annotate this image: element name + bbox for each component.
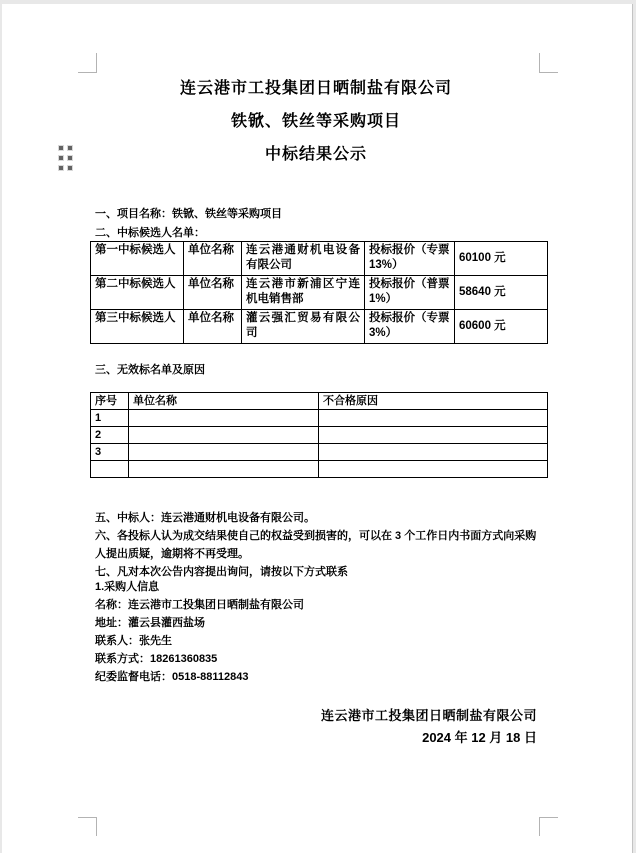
purchaser-name-line: 名称：连云港市工投集团日晒制盐有限公司 — [95, 599, 304, 611]
candidate-company: 连云港通财机电设备有限公司 — [242, 242, 365, 276]
invalid-bids-table — [90, 392, 548, 478]
purchaser-info-block — [95, 578, 541, 686]
table-row — [91, 276, 548, 310]
unit-name-label: 单位名称 — [184, 276, 242, 310]
column-header-unit: 单位名称 — [129, 393, 319, 410]
signature-company: 连云港市工投集团日晒制盐有限公司 — [320, 708, 537, 723]
candidate-company: 连云港市新浦区宁连机电销售部 — [242, 276, 365, 310]
drag-handle-dot — [59, 156, 63, 160]
document-title-block — [93, 80, 539, 179]
table-row — [91, 444, 548, 461]
reason-cell — [319, 461, 548, 478]
table-row — [91, 427, 548, 444]
section-project-name: 一、项目名称：铁锨、铁丝等采购项目 — [95, 208, 282, 220]
seq-cell: 3 — [91, 444, 129, 461]
unit-cell — [129, 427, 319, 444]
margin-crop-mark-bottom-right — [539, 817, 558, 836]
reason-cell — [319, 444, 548, 461]
table-row — [91, 410, 548, 427]
title-announcement-type: 中标结果公示 — [264, 146, 367, 163]
section-invalid-bids-heading: 三、无效标名单及原因 — [95, 364, 205, 376]
bid-amount: 58640 元 — [455, 276, 548, 310]
candidate-rank: 第二中标候选人 — [91, 276, 184, 310]
column-header-reason: 不合格原因 — [319, 393, 548, 410]
purchaser-address-line: 地址：灌云县灌西盐场 — [95, 617, 205, 629]
unit-cell — [129, 444, 319, 461]
drag-handle-dot — [68, 166, 72, 170]
reason-cell — [319, 410, 548, 427]
unit-cell — [129, 410, 319, 427]
section-candidate-list-heading: 二、中标候选人名单： — [95, 227, 205, 239]
unit-cell — [129, 461, 319, 478]
purchaser-info-heading: 1.采购人信息 — [95, 581, 160, 593]
table-row — [91, 461, 548, 478]
margin-crop-mark-top-right — [539, 53, 558, 73]
contact-person-line: 联系人：张先生 — [95, 635, 172, 647]
quote-type-label: 投标报价（普票1%） — [365, 276, 455, 310]
quote-type-label: 投标报价（专票3%） — [365, 310, 455, 344]
table-row — [91, 310, 548, 344]
unit-name-label: 单位名称 — [184, 242, 242, 276]
seq-cell: 1 — [91, 410, 129, 427]
margin-crop-mark-top-left — [78, 53, 97, 73]
margin-crop-mark-bottom-left — [78, 817, 97, 836]
section-winner: 五、中标人：连云港通财机电设备有限公司。 — [95, 512, 315, 524]
candidates-table — [90, 241, 548, 344]
quote-type-label: 投标报价（专票13%） — [365, 242, 455, 276]
sections-five-six-seven — [95, 509, 541, 581]
section-inquiry: 七、凡对本次公告内容提出询问，请按以下方式联系 — [95, 566, 348, 578]
supervision-phone-line: 纪委监督电话：0518-88112843 — [95, 671, 249, 683]
section-objection-period: 六、各投标人认为成交结果使自己的权益受到损害的，可以在 3 个工作日内书面方式向采购人提出质疑，逾期将不再受理。 — [95, 530, 537, 560]
bid-amount: 60100 元 — [455, 242, 548, 276]
reason-cell — [319, 427, 548, 444]
document-page — [2, 4, 633, 853]
signature-date: 2024 年 12 月 18 日 — [422, 730, 537, 745]
signature-block — [95, 707, 537, 746]
drag-handle-icon[interactable] — [59, 146, 72, 170]
drag-handle-dot — [59, 166, 63, 170]
unit-name-label: 单位名称 — [184, 310, 242, 344]
contact-phone-line: 联系方式：18261360835 — [95, 653, 218, 665]
title-company-name: 连云港市工投集团日晒制盐有限公司 — [179, 80, 452, 97]
seq-cell: 2 — [91, 427, 129, 444]
table-header-row — [91, 393, 548, 410]
column-header-seq: 序号 — [91, 393, 129, 410]
drag-handle-dot — [59, 146, 63, 150]
seq-cell — [91, 461, 129, 478]
title-project-name: 铁锨、铁丝等采购项目 — [230, 113, 401, 130]
bid-amount: 60600 元 — [455, 310, 548, 344]
drag-handle-dot — [68, 146, 72, 150]
candidate-rank: 第三中标候选人 — [91, 310, 184, 344]
table-row — [91, 242, 548, 276]
candidate-rank: 第一中标候选人 — [91, 242, 184, 276]
drag-handle-dot — [68, 156, 72, 160]
candidate-company: 灌云强汇贸易有限公司 — [242, 310, 365, 344]
